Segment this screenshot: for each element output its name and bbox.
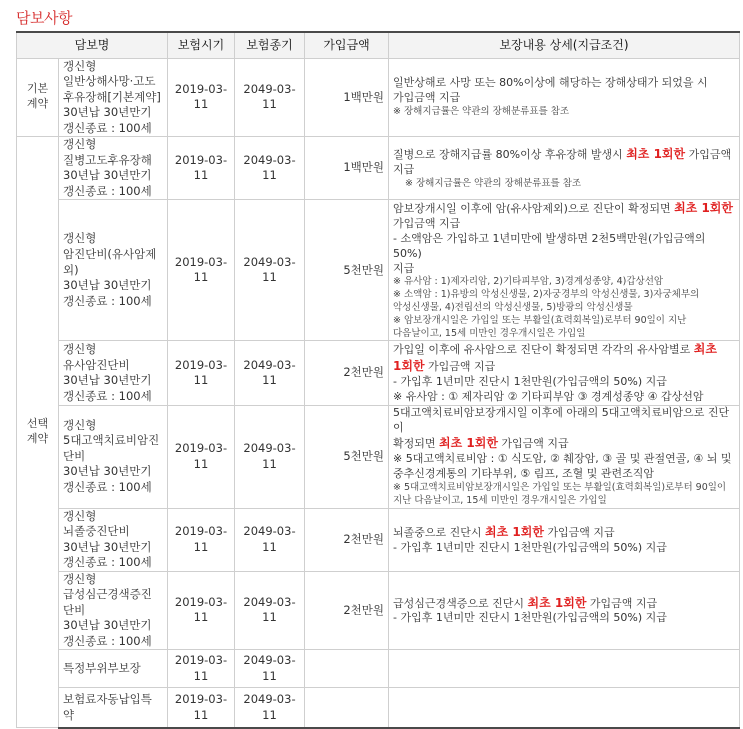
detail-text: 악성신생물, 4)전립선의 악성신생물, 5)방광의 악성신생물	[393, 301, 633, 313]
coverage-name-text	[63, 572, 163, 650]
highlight-text: 최초 1회한	[674, 201, 733, 216]
detail-text: ※ 5대고액치료비암보장개시일은 가입일 또는 부활일(효력회복일)로부터 90일이	[393, 482, 727, 494]
detail-line	[393, 163, 735, 178]
table-row	[17, 508, 740, 571]
text-line: 갱신형	[63, 508, 97, 523]
text-line: 5대고액치료비암진	[63, 433, 160, 448]
coverage-amount: 2천만원	[305, 571, 389, 650]
text-line: 뇌졸중진단비	[63, 524, 130, 539]
coverage-name	[59, 341, 168, 405]
end-date: 2049-03-11	[235, 405, 305, 508]
detail-line	[393, 232, 735, 262]
detail-text: ※ 유사암 : 1)제자리암, 2)기타피부암, 3)경계성종양, 4)갑상선암	[393, 276, 664, 288]
text-line: 선택	[26, 417, 49, 431]
detail-line	[393, 390, 735, 405]
detail-line	[393, 541, 735, 556]
detail-text: 가입금액 지급	[393, 90, 461, 104]
text-line: 30년납 30년만기	[63, 278, 152, 293]
coverage-name-text	[63, 231, 163, 309]
detail-note	[393, 276, 735, 289]
coverage-detail	[389, 650, 740, 688]
text-line: 30년납 30년만기	[63, 539, 152, 554]
highlight-text: 1회한	[393, 359, 425, 374]
highlight-text: 최초 1회한	[439, 436, 498, 451]
detail-note	[393, 328, 735, 341]
coverage-amount: 5천만원	[305, 200, 389, 341]
header-end: 보험종기	[235, 32, 305, 58]
table-row	[17, 688, 740, 728]
detail-note	[393, 178, 735, 191]
start-date: 2019-03-11	[168, 137, 235, 200]
table-row	[17, 405, 740, 508]
detail-text: - 소액암은 가입하고 1년미만에 발생하면 2천5백만원(가입금액의 50%)	[393, 231, 706, 260]
text-line: 갱신종료 : 100세	[63, 555, 152, 570]
detail-text: 다음날이고, 15세 미만인 경우개시일은 가입일	[393, 327, 586, 339]
text-line: 갱신형	[63, 417, 97, 432]
text-line: 보험료자동납입특	[63, 692, 152, 707]
text-line: 갱신형	[63, 231, 97, 246]
coverage-name	[59, 650, 168, 688]
end-date: 2049-03-11	[235, 508, 305, 571]
coverage-amount	[305, 650, 389, 688]
header-details: 보장내용 상세(지급조건)	[389, 32, 740, 58]
detail-text: 가입금액 지급	[424, 360, 496, 374]
group-label-text	[21, 82, 54, 112]
coverage-name	[59, 688, 168, 728]
detail-text: - 가입후 1년미만 진단시 1천만원(가입금액의 50%) 지급	[393, 611, 667, 625]
text-line: 30년납 30년만기	[63, 464, 152, 479]
text-line: 갱신형	[63, 342, 97, 357]
coverage-amount: 1백만원	[305, 137, 389, 200]
text-line: 계약	[26, 97, 49, 111]
detail-text: 가입금액 지급	[586, 596, 658, 610]
detail-text: 일반상해로 사망 또는 80%이상에 해당하는 장해상태가 되었을 시	[393, 76, 708, 90]
detail-line	[393, 452, 735, 467]
text-line: 암진단비(유사암제	[63, 247, 157, 261]
text-line: 후유장해[기본계약]	[63, 89, 161, 104]
coverage-name-text	[63, 59, 163, 137]
coverage-amount: 2천만원	[305, 341, 389, 405]
end-date: 2049-03-11	[235, 341, 305, 405]
highlight-text: 최초 1회한	[485, 524, 544, 539]
coverage-detail	[389, 137, 740, 200]
highlight-text: 최초	[693, 342, 717, 357]
detail-text: 가입금액 지급	[543, 525, 615, 539]
detail-text: 급성심근경색증으로 진단시	[393, 596, 528, 610]
coverage-name	[59, 571, 168, 650]
detail-text: - 가입후 1년미만 진단시 1천만원(가입금액의 50%) 지급	[393, 540, 667, 554]
coverage-name-text	[63, 661, 163, 677]
coverage-detail	[389, 58, 740, 137]
text-line: 유사암진단비	[63, 357, 130, 372]
end-date: 2049-03-11	[235, 137, 305, 200]
detail-text: 지급	[393, 162, 415, 176]
text-line: 기본	[26, 82, 49, 96]
detail-text: ※ 소액암 : 1)유방의 악성신생물, 2)자궁경부의 악성신생물, 3)자궁체부의	[393, 289, 700, 301]
text-line: 급성심근경색증진	[63, 587, 152, 602]
detail-note	[393, 315, 735, 328]
coverage-name	[59, 58, 168, 137]
start-date: 2019-03-11	[168, 650, 235, 688]
coverage-detail	[389, 341, 740, 405]
detail-text: 5대고액치료비암보장개시일 이후에 아래의 5대고액치료비암으로 진단이	[393, 405, 730, 434]
start-date: 2019-03-11	[168, 58, 235, 137]
coverage-name-text	[63, 509, 163, 571]
text-line: 약	[63, 707, 75, 722]
detail-note	[393, 482, 735, 495]
text-line: 일반상해사망·고도	[63, 74, 156, 89]
start-date: 2019-03-11	[168, 405, 235, 508]
detail-line	[393, 217, 735, 232]
table-row	[17, 650, 740, 688]
text-line: 갱신종료 : 100세	[63, 293, 152, 308]
detail-text: 가입일 이후에 유사암으로 진단이 확정되면 각각의 유사암별로	[393, 343, 694, 357]
start-date: 2019-03-11	[168, 341, 235, 405]
end-date: 2049-03-11	[235, 58, 305, 137]
group-label-basic	[17, 58, 59, 137]
end-date: 2049-03-11	[235, 650, 305, 688]
detail-line	[393, 611, 735, 626]
detail-line	[393, 595, 735, 612]
header-coverage: 담보명	[17, 32, 168, 58]
detail-text: ※ 장해지급률은 약관의 장해분류표를 참조	[393, 105, 570, 117]
table-row	[17, 341, 740, 405]
start-date: 2019-03-11	[168, 571, 235, 650]
table-row	[17, 137, 740, 200]
detail-line	[393, 91, 735, 106]
detail-note	[393, 495, 735, 508]
detail-line	[393, 76, 735, 91]
highlight-text: 최초 1회한	[626, 146, 686, 161]
header-amount: 가입금액	[305, 32, 389, 58]
coverage-name	[59, 137, 168, 200]
detail-text: ※ 장해지급률은 약관의 장해분류표를 참조	[405, 177, 582, 189]
detail-text: 지난 다음날이고, 15세 미만인 경우개시일은 가입일	[393, 494, 607, 506]
detail-text: 중추신경계통의 기타부위, ⑤ 림프, 조혈 및 관련조직암	[393, 467, 654, 481]
detail-line	[393, 406, 735, 436]
group-label-text	[21, 417, 54, 447]
detail-line	[393, 200, 735, 217]
coverage-detail	[389, 508, 740, 571]
coverage-table	[16, 31, 740, 729]
coverage-amount: 5천만원	[305, 405, 389, 508]
coverage-name-text	[63, 137, 163, 199]
detail-line	[393, 375, 735, 390]
detail-note	[393, 289, 735, 302]
detail-line	[393, 262, 735, 277]
detail-text: 확정되면	[393, 437, 440, 451]
start-date: 2019-03-11	[168, 508, 235, 571]
text-line: 30년납 30년만기	[63, 168, 152, 183]
detail-line	[393, 435, 735, 452]
coverage-detail	[389, 571, 740, 650]
text-line: 갱신형	[63, 58, 97, 73]
detail-line	[393, 146, 735, 163]
text-line: 30년납 30년만기	[63, 373, 152, 388]
page-title: 담보사항	[16, 9, 72, 27]
detail-text: 질병으로 장해지급률 80%이상 후유장해 발생시	[393, 147, 627, 161]
detail-line	[393, 467, 735, 482]
detail-line	[393, 341, 735, 358]
coverage-detail	[389, 405, 740, 508]
detail-text: ※ 유사암 : ① 제자리암 ② 기타피부암 ③ 경계성종양 ④ 갑상선암	[393, 389, 704, 403]
text-line: 단비	[63, 448, 86, 463]
text-line: 계약	[26, 432, 49, 446]
detail-text: 가입금액 지급	[497, 437, 569, 451]
coverage-amount	[305, 688, 389, 728]
end-date: 2049-03-11	[235, 200, 305, 341]
detail-text: 암보장개시일 이후에 암(유사암제외)으로 진단이 확정되면	[393, 202, 675, 216]
table-header-row	[17, 32, 740, 58]
coverage-amount: 1백만원	[305, 58, 389, 137]
text-line: 30년납 30년만기	[63, 105, 152, 120]
table-row	[17, 200, 740, 341]
table-row	[17, 571, 740, 650]
coverage-name-text	[63, 342, 163, 404]
text-line: 갱신종료 : 100세	[63, 183, 152, 198]
detail-line	[393, 524, 735, 541]
text-line: 갱신종료 : 100세	[63, 633, 152, 648]
detail-text: ※ 암보장개시일은 가입일 또는 부활일(효력회복일)로부터 90일이 지난	[393, 314, 687, 326]
detail-note	[393, 106, 735, 119]
coverage-name-text	[63, 692, 163, 723]
table-row	[17, 58, 740, 137]
coverage-name-text	[63, 418, 163, 496]
detail-note	[393, 302, 735, 315]
detail-text: 가입금액 지급	[393, 216, 461, 230]
coverage-detail	[389, 688, 740, 728]
detail-text: 지급	[393, 261, 415, 275]
coverage-name	[59, 405, 168, 508]
text-line: 특정부위부보장	[63, 661, 141, 676]
detail-text: - 가입후 1년미만 진단시 1천만원(가입금액의 50%) 지급	[393, 375, 667, 389]
start-date: 2019-03-11	[168, 688, 235, 728]
detail-line	[393, 358, 735, 375]
text-line: 외)	[63, 262, 79, 277]
coverage-detail	[389, 200, 740, 341]
coverage-amount: 2천만원	[305, 508, 389, 571]
detail-text: 가입금액	[685, 147, 732, 161]
coverage-name	[59, 508, 168, 571]
group-label-optional	[17, 137, 59, 728]
text-line: 30년납 30년만기	[63, 618, 152, 633]
end-date: 2049-03-11	[235, 688, 305, 728]
end-date: 2049-03-11	[235, 571, 305, 650]
text-line: 갱신종료 : 100세	[63, 120, 152, 135]
coverage-name	[59, 200, 168, 341]
text-line: 질병고도후유장해	[63, 152, 152, 167]
header-start: 보험시기	[168, 32, 235, 58]
highlight-text: 최초 1회한	[527, 595, 587, 610]
text-line: 갱신종료 : 100세	[63, 479, 152, 494]
start-date: 2019-03-11	[168, 200, 235, 341]
detail-text: 뇌졸중으로 진단시	[393, 525, 486, 539]
text-line: 갱신형	[63, 571, 97, 586]
detail-text: ※ 5대고액치료비암 : ① 식도암, ② 췌장암, ③ 골 및 관절연골, ④ 뇌 및	[393, 452, 732, 466]
text-line: 단비	[63, 602, 86, 617]
text-line: 갱신형	[63, 137, 97, 152]
text-line: 갱신종료 : 100세	[63, 388, 152, 403]
